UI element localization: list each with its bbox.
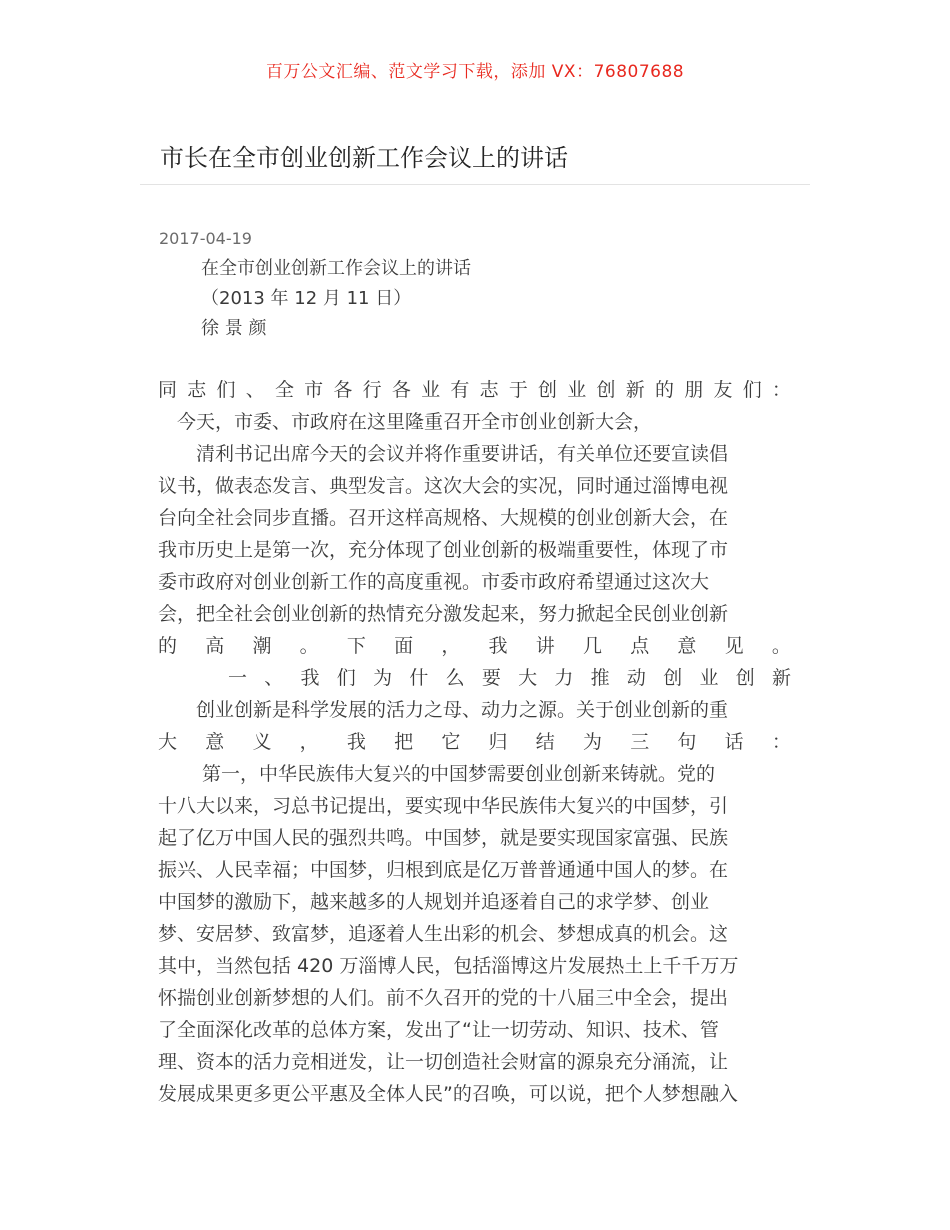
body-line: 台向全社会同步直播。召开这样高规格、大规模的创业创新大会，在 [158,507,729,529]
glyph: 新 [771,667,791,689]
body-line: 振兴、人民幸福；中国梦，归根到底是亿万普普通通中国人的梦。在 [158,859,729,881]
glyph: 见 [724,635,744,657]
glyph: 结 [535,731,555,753]
glyph: 业 [567,379,587,401]
body-line [158,726,791,758]
glyph: 意 [677,635,697,657]
body-line: 清利书记出席今天的会议并将作重要讲话，有关单位还要宣读倡 [158,443,729,465]
glyph: 、 [264,667,284,689]
glyph: 潮 [252,635,272,657]
body-line [158,630,791,662]
glyph: 为 [582,731,602,753]
glyph: 创 [538,379,558,401]
glyph: 我 [300,667,320,689]
body-line: 第一，中华民族伟大复兴的中国梦需要创业创新来铸就。党的 [158,763,716,785]
glyph: 大 [518,667,538,689]
speaker-name: 徐 景 颜 [201,318,267,339]
glyph: 意 [205,731,225,753]
body-line: 其中，当然包括 420 万淄博人民，包括淄博这片发展热土上千千万万 [158,955,739,977]
glyph: 们 [742,379,762,401]
glyph: 有 [450,379,470,401]
glyph: 创 [596,379,616,401]
glyph: 句 [677,731,697,753]
glyph: ： [771,379,791,401]
body-line: 梦、安居梦、致富梦，追逐着人生出彩的机会、梦想成真的机会。这 [158,923,729,945]
page-title: 市长在全市创业创新工作会议上的讲话 [160,144,568,172]
section-heading [158,662,791,694]
glyph: 朋 [684,379,704,401]
body-line: 起了亿万中国人民的强烈共鸣。中国梦，就是要实现国家富强、民族 [158,827,729,849]
glyph: 业 [421,379,441,401]
body-line: 创业创新是科学发展的活力之母、动力之源。关于创业创新的重 [158,699,729,721]
glyph: 各 [391,379,411,401]
glyph: 业 [699,667,719,689]
body-line: 理、资本的活力竞相迸发，让一切创造社会财富的源泉充分涌流，让 [158,1051,729,1073]
glyph: 。 [771,635,791,657]
body-line: 会，把全社会创业创新的热情充分激发起来，努力掀起全民创业创新 [158,603,729,625]
body-line: 怀揣创业创新梦想的人们。前不久召开的党的十八届三中全会，提出 [158,987,729,1009]
body-line: 发展成果更多更公平惠及全体人民”的召唤，可以说，把个人梦想融入 [158,1083,738,1105]
body-line: 我市历史上是第一次，充分体现了创业创新的极端重要性，体现了市 [158,539,729,561]
glyph: 义 [252,731,272,753]
glyph: 的 [158,635,178,657]
glyph: 高 [205,635,225,657]
glyph: 我 [488,635,508,657]
glyph: 创 [735,667,755,689]
glyph: 面 [394,635,414,657]
glyph: 力 [554,667,574,689]
glyph: ， [299,731,319,753]
title-divider [140,184,810,185]
glyph: 友 [713,379,733,401]
glyph: 们 [216,379,236,401]
glyph: 什 [409,667,429,689]
glyph: 大 [158,731,178,753]
body-line: 议书，做表态发言、典型发言。这次大会的实况，同时通过淄博电视 [158,475,729,497]
glyph: 下 [346,635,366,657]
glyph: 讲 [535,635,555,657]
glyph: ： [771,731,791,753]
glyph: 归 [488,731,508,753]
glyph: 们 [336,667,356,689]
glyph: 一 [228,667,248,689]
glyph: 话 [724,731,744,753]
glyph: 、 [245,379,265,401]
speech-date: （2013 年 12 月 11 日） [201,288,412,309]
body-line: 委市政府对创业创新工作的高度重视。市委市政府希望通过这次大 [158,571,710,593]
speech-title: 在全市创业创新工作会议上的讲话 [201,258,471,279]
glyph: ， [441,635,461,657]
glyph: 的 [654,379,674,401]
body-line: 中国梦的激励下，越来越多的人规划并追逐着自己的求学梦、创业 [158,891,710,913]
glyph: 。 [299,635,319,657]
glyph: 我 [346,731,366,753]
publish-date: 2017-04-19 [159,229,252,248]
glyph: 新 [625,379,645,401]
glyph: 创 [663,667,683,689]
glyph: 动 [626,667,646,689]
glyph: 志 [187,379,207,401]
glyph: 志 [479,379,499,401]
glyph: 各 [333,379,353,401]
body-line: 了全面深化改革的总体方案，发出了“让一切劳动、知识、技术、管 [158,1019,719,1041]
glyph: 它 [441,731,461,753]
glyph: 要 [481,667,501,689]
glyph: 点 [630,635,650,657]
glyph: 三 [630,731,650,753]
glyph: 为 [373,667,393,689]
body-line: 十八大以来，习总书记提出，要实现中华民族伟大复兴的中国梦，引 [158,795,729,817]
promo-banner: 百万公文汇编、范文学习下载，添加 VX：76807688 [265,62,685,82]
glyph: 么 [445,667,465,689]
glyph: 全 [274,379,294,401]
glyph: 把 [394,731,414,753]
glyph: 于 [508,379,528,401]
body-line: 今天，市委、市政府在这里隆重召开全市创业创新大会， [158,411,653,433]
glyph: 同 [158,379,178,401]
glyph: 市 [304,379,324,401]
glyph: 行 [362,379,382,401]
body-line [158,374,791,406]
glyph: 推 [590,667,610,689]
glyph: 几 [582,635,602,657]
